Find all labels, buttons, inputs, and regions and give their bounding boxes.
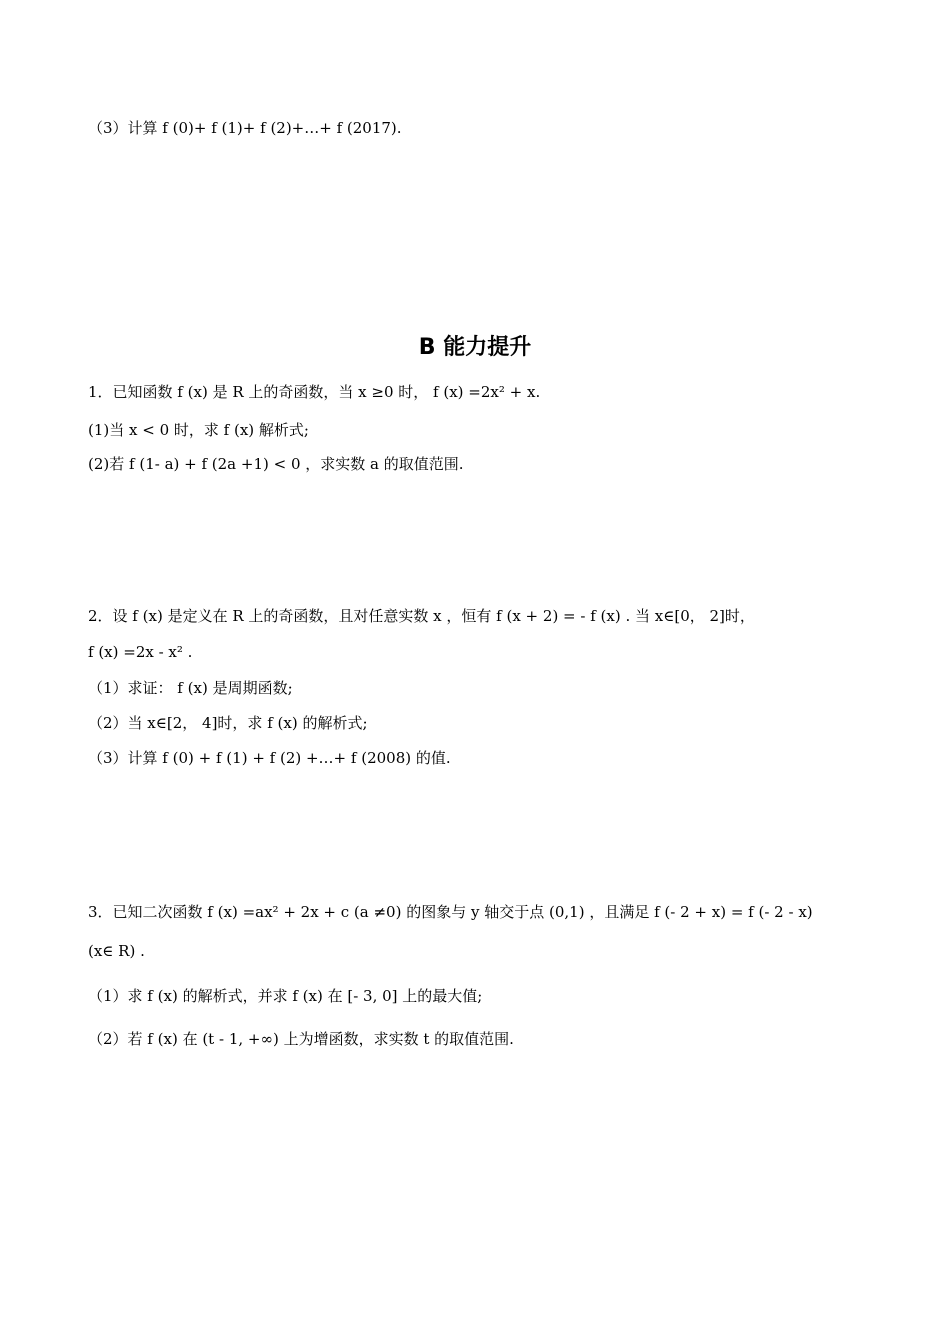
- problem-3-part-2: （2）若 f (x) 在 (t - 1, +∞) 上为增函数，求实数 t 的取值范围.: [88, 1030, 514, 1048]
- problem-2-part-1: （1）求证： f (x) 是周期函数;: [88, 679, 293, 697]
- problem-2-part-3: （3）计算 f (0) + f (1) + f (2) +…+ f (2008) 的值.: [88, 749, 451, 767]
- problem-3-stem-line-2: (x∈ R) .: [88, 942, 145, 960]
- section-title: B 能力提升: [418, 335, 532, 360]
- problem-2-part-2: （2）当 x∈[2， 4]时，求 f (x) 的解析式;: [88, 714, 368, 732]
- problem-2-stem-line-2: f (x) =2x - x² .: [88, 643, 193, 661]
- problem-1-part-2: (2)若 f (1- a) + f (2a +1) < 0 ，求实数 a 的取值范围.: [88, 455, 464, 473]
- problem-2-stem-line-1: 2．设 f (x) 是定义在 R 上的奇函数，且对任意实数 x ，恒有 f (x + 2) = - f (x) . 当 x∈[0， 2]时，: [88, 607, 755, 625]
- problem-3-part-1: （1）求 f (x) 的解析式，并求 f (x) 在 [- 3, 0] 上的最大值;: [88, 987, 483, 1005]
- problem-1-part-1: (1)当 x < 0 时，求 f (x) 解析式;: [88, 421, 309, 439]
- problem-3-stem-line-1: 3．已知二次函数 f (x) =ax² + 2x + c (a ≠0) 的图象与 y 轴交于点 (0,1) ，且满足 f (- 2 + x) = f (- 2 - x): [88, 903, 813, 921]
- prev-question-3: （3）计算 f (0)+ f (1)+ f (2)+…+ f (2017).: [88, 119, 402, 137]
- problem-1-stem: 1．已知函数 f (x) 是 R 上的奇函数，当 x ≥0 时， f (x) =2x² + x.: [88, 383, 541, 401]
